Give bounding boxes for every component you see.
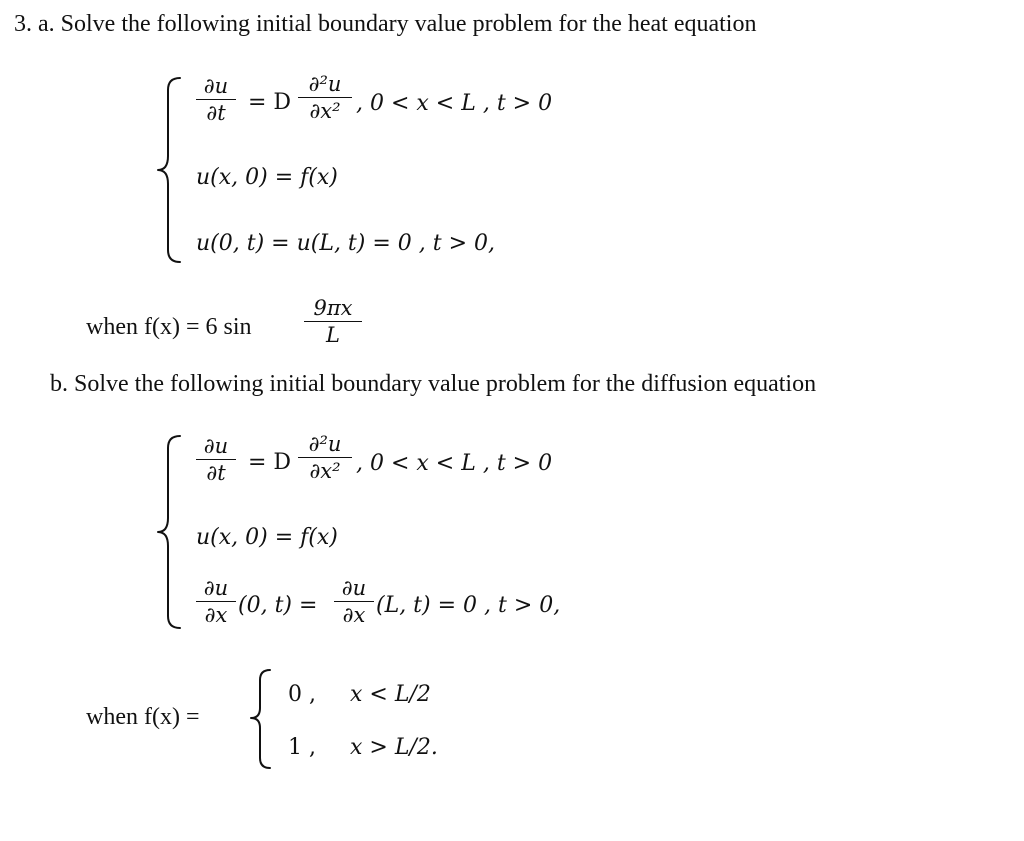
part-b-equals-d: = D <box>248 450 292 475</box>
fraction-bar <box>298 97 352 98</box>
denominator: ∂t <box>206 101 226 125</box>
numerator: ∂²u <box>308 432 342 456</box>
numerator: 9πx <box>313 296 353 320</box>
part-b-case1-value: 0 , <box>288 682 316 707</box>
part-a-pde-domain: , 0 < x < L , t > 0 <box>356 91 553 116</box>
denominator: ∂x <box>204 603 228 627</box>
numerator: ∂u <box>203 74 229 98</box>
numerator: ∂u <box>203 434 229 458</box>
part-b-when-label: when f(x) = <box>86 704 200 730</box>
fraction-bar <box>196 99 236 100</box>
part-a-equals-d: = D <box>248 90 292 115</box>
part-a-initial-condition: u(x, 0) = f(x) <box>196 165 338 190</box>
part-b-case2-condition: x > L/2. <box>350 735 438 760</box>
part-b-case1-condition: x < L/2 <box>350 682 431 707</box>
numerator: ∂²u <box>308 72 342 96</box>
part-a-rhs-fraction <box>298 72 352 123</box>
numerator: ∂u <box>203 576 229 600</box>
part-b-cases-brace <box>250 668 276 772</box>
part-b-bc-end: (L, t) = 0 , t > 0, <box>376 593 561 618</box>
part-b-pde-domain: , 0 < x < L , t > 0 <box>356 451 553 476</box>
numerator: ∂u <box>341 576 367 600</box>
part-b-lhs-fraction <box>196 434 236 485</box>
fraction-bar <box>334 601 374 602</box>
part-a-lhs-fraction <box>196 74 236 125</box>
denominator: ∂x² <box>309 459 341 483</box>
denominator: ∂x² <box>309 99 341 123</box>
part-b-initial-condition: u(x, 0) = f(x) <box>196 525 338 550</box>
part-b-bc-fraction-left <box>196 576 236 627</box>
part-a-f-fraction <box>304 296 362 347</box>
part-b-header: b. Solve the following initial boundary value problem for the diffusion equation <box>50 371 817 397</box>
part-b-rhs-fraction <box>298 432 352 483</box>
part-b-system-brace <box>158 434 188 630</box>
part-b-bc-middle: (0, t) = <box>238 593 318 618</box>
fraction-bar <box>196 459 236 460</box>
part-b-case2-value: 1 , <box>288 735 316 760</box>
part-a-when-label: when f(x) = 6 sin <box>86 314 252 340</box>
denominator: ∂x <box>342 603 366 627</box>
part-a-system-brace <box>158 76 188 264</box>
fraction-bar <box>298 457 352 458</box>
part-a-boundary-condition: u(0, t) = u(L, t) = 0 , t > 0, <box>196 231 495 256</box>
part-b-bc-fraction-right <box>334 576 374 627</box>
denominator: L <box>326 323 340 347</box>
denominator: ∂t <box>206 461 226 485</box>
fraction-bar <box>196 601 236 602</box>
fraction-bar <box>304 321 362 322</box>
part-a-header: 3. a. Solve the following initial boundary value problem for the heat equation <box>14 11 757 37</box>
